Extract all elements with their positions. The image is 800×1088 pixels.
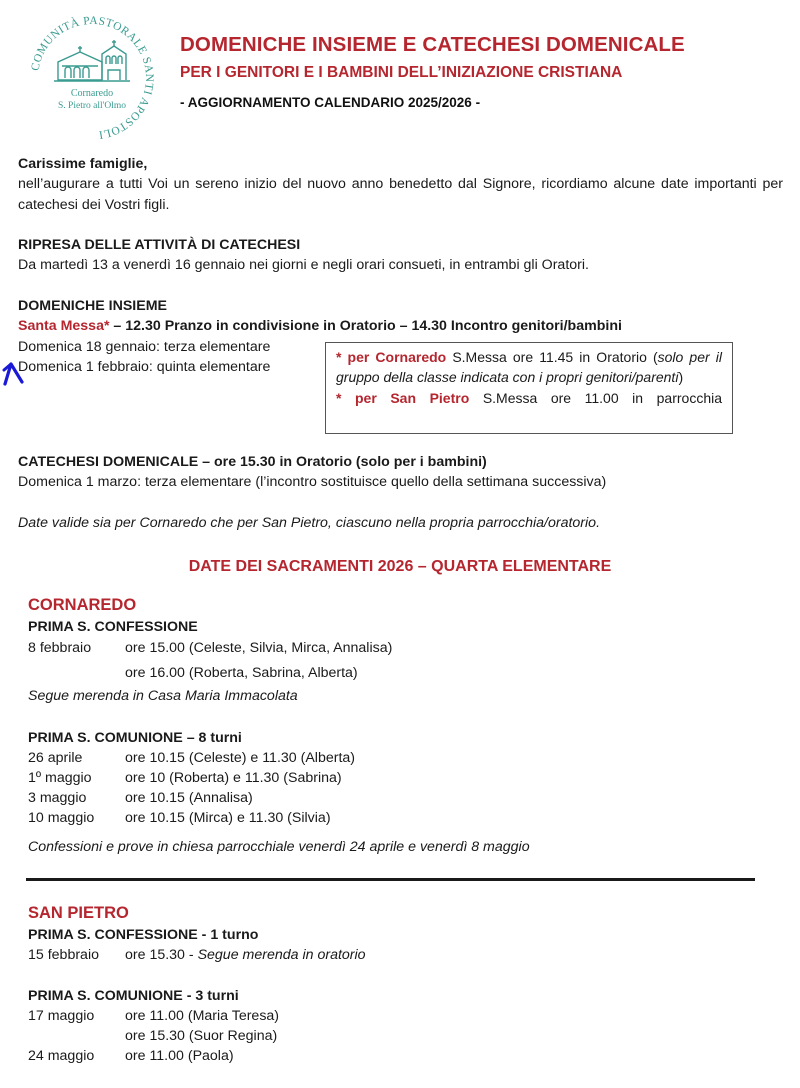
ripresa-text: Da martedì 13 a venerdì 16 gennaio nei giorni e negli orari consueti, in entrambi gli Oratori.: [18, 257, 589, 273]
schedule-time: ore 10.15 (Celeste) e 11.30 (Alberta): [125, 750, 356, 766]
schedule-time: ore 15.30 -: [125, 947, 198, 963]
logo-ring-text: COMUNITÀ PASTORALE SANTI APOSTOLI: [29, 14, 156, 141]
document-subtitle: PER I GENITORI E I BAMBINI DELL’INIZIAZIONE CRISTIANA: [180, 64, 623, 81]
schedule-time: ore 11.00 (Maria Teresa): [125, 1008, 280, 1024]
note-cornaredo-italic: solo per il gruppo della classe indicata con i propri genitori/parenti: [336, 349, 722, 386]
catechesi-text: Domenica 1 marzo: terza elementare (l’incontro sostituisce quello della settimana successiva): [18, 474, 607, 490]
sanpietro-heading: SAN PIETRO: [28, 904, 129, 922]
schedule-date: 17 maggio: [28, 1008, 95, 1024]
schedule-row: [28, 947, 366, 963]
note-cornaredo: [336, 347, 722, 388]
note-sanpietro-label: * per San Pietro: [336, 389, 470, 406]
schedule-date: 10 maggio: [28, 810, 95, 826]
schedule-time: ore 15.30 (Suor Regina): [125, 1028, 278, 1044]
santa-messa-label: Santa Messa*: [18, 318, 110, 334]
note-cornaredo-label: * per Cornaredo: [336, 349, 447, 365]
domeniche-schedule: [18, 316, 622, 337]
mass-note-box: [325, 342, 733, 434]
parish-seal-icon: [22, 8, 162, 148]
schedule-row: [28, 1028, 277, 1044]
schedule-time: ore 10.15 (Mirca) e 11.30 (Silvia): [125, 810, 331, 826]
schedule-row: [28, 640, 392, 656]
schedule-date: 15 febbraio: [28, 947, 99, 963]
domenica-date-2: Domenica 1 febbraio: quinta elementare: [18, 359, 271, 375]
sanpietro-comunione-heading: PRIMA S. COMUNIONE - 3 turni: [28, 988, 239, 1004]
cornaredo-comunione-note: Confessioni e prove in chiesa parrocchiale venerdì 24 aprile e venerdì 8 maggio: [28, 839, 530, 855]
schedule-row: [28, 665, 358, 681]
document-title: DOMENICHE INSIEME E CATECHESI DOMENICALE: [180, 33, 685, 56]
ripresa-heading: RIPRESA DELLE ATTIVITÀ DI CATECHESI: [18, 237, 301, 253]
cornaredo-heading: CORNAREDO: [28, 596, 137, 614]
cornaredo-confessione-heading: PRIMA S. CONFESSIONE: [28, 619, 198, 635]
schedule-date: 3 maggio: [28, 790, 87, 806]
schedule-time: ore 11.00 (Paola): [125, 1048, 234, 1064]
schedule-time: ore 16.00 (Roberta, Sabrina, Alberta): [125, 665, 358, 681]
schedule-date: 1º maggio: [28, 770, 92, 786]
domenica-date-1: Domenica 18 gennaio: terza elementare: [18, 339, 271, 355]
cornaredo-confessione-note: Segue merenda in Casa Maria Immacolata: [28, 688, 298, 704]
catechesi-note: Date valide sia per Cornaredo che per San Pietro, ciascuno nella propria parrocchia/oratorio.: [18, 515, 601, 531]
schedule-row: [28, 790, 253, 806]
schedule-time: ore 15.00 (Celeste, Silvia, Mirca, Annalisa): [125, 640, 393, 656]
schedule-note: Segue merenda in oratorio: [197, 947, 366, 963]
schedule-date: 26 aprile: [28, 750, 83, 766]
mouse-cursor-icon: [2, 360, 24, 386]
schedule-date: 24 maggio: [28, 1048, 95, 1064]
domeniche-schedule-text: – 12.30 Pranzo in condivisione in Oratorio – 14.30 Incontro genitori/bambini: [109, 318, 622, 334]
schedule-time: ore 10 (Roberta) e 11.30 (Sabrina): [125, 770, 342, 786]
logo-line-2: S. Pietro all'Olmo: [58, 101, 126, 111]
note-sanpietro-text: S.Messa ore 11.00 in parrocchia: [469, 389, 722, 406]
calendar-update-label: - AGGIORNAMENTO CALENDARIO 2025/2026 -: [180, 95, 481, 110]
schedule-row: [28, 750, 355, 766]
catechesi-heading: CATECHESI DOMENICALE – ore 15.30 in Oratorio (solo per i bambini): [18, 454, 487, 470]
schedule-time: ore 10.15 (Annalisa): [125, 790, 253, 806]
schedule-row: [28, 1048, 234, 1064]
note-cornaredo-close: ): [678, 369, 684, 386]
schedule-row: [28, 770, 342, 786]
intro-paragraph: nell’augurare a tutti Voi un sereno inizio del nuovo anno benedetto dal Signore, ricordiamo alcune date importanti per catechesi dei Vostri figli.: [18, 176, 783, 213]
logo-line-1: Cornaredo: [70, 88, 114, 99]
schedule-row: [28, 810, 331, 826]
sacramenti-title: DATE DEI SACRAMENTI 2026 – QUARTA ELEMENTARE: [188, 558, 612, 575]
domeniche-heading: DOMENICHE INSIEME: [18, 298, 167, 314]
sanpietro-confessione-heading: PRIMA S. CONFESSIONE - 1 turno: [28, 927, 259, 943]
schedule-date: 8 febbraio: [28, 640, 92, 656]
note-cornaredo-text: S.Messa ore 11.45 in Oratorio (: [446, 349, 658, 365]
greeting: Carissime famiglie,: [18, 156, 148, 172]
cornaredo-comunione-heading: PRIMA S. COMUNIONE – 8 turni: [28, 730, 242, 746]
svg-text:COMUNITÀ PASTORALE SANTI APOST: [29, 15, 155, 141]
schedule-row: [28, 1008, 279, 1024]
section-divider: [26, 878, 755, 881]
note-sanpietro: [336, 388, 722, 408]
parish-logo: [22, 8, 162, 148]
